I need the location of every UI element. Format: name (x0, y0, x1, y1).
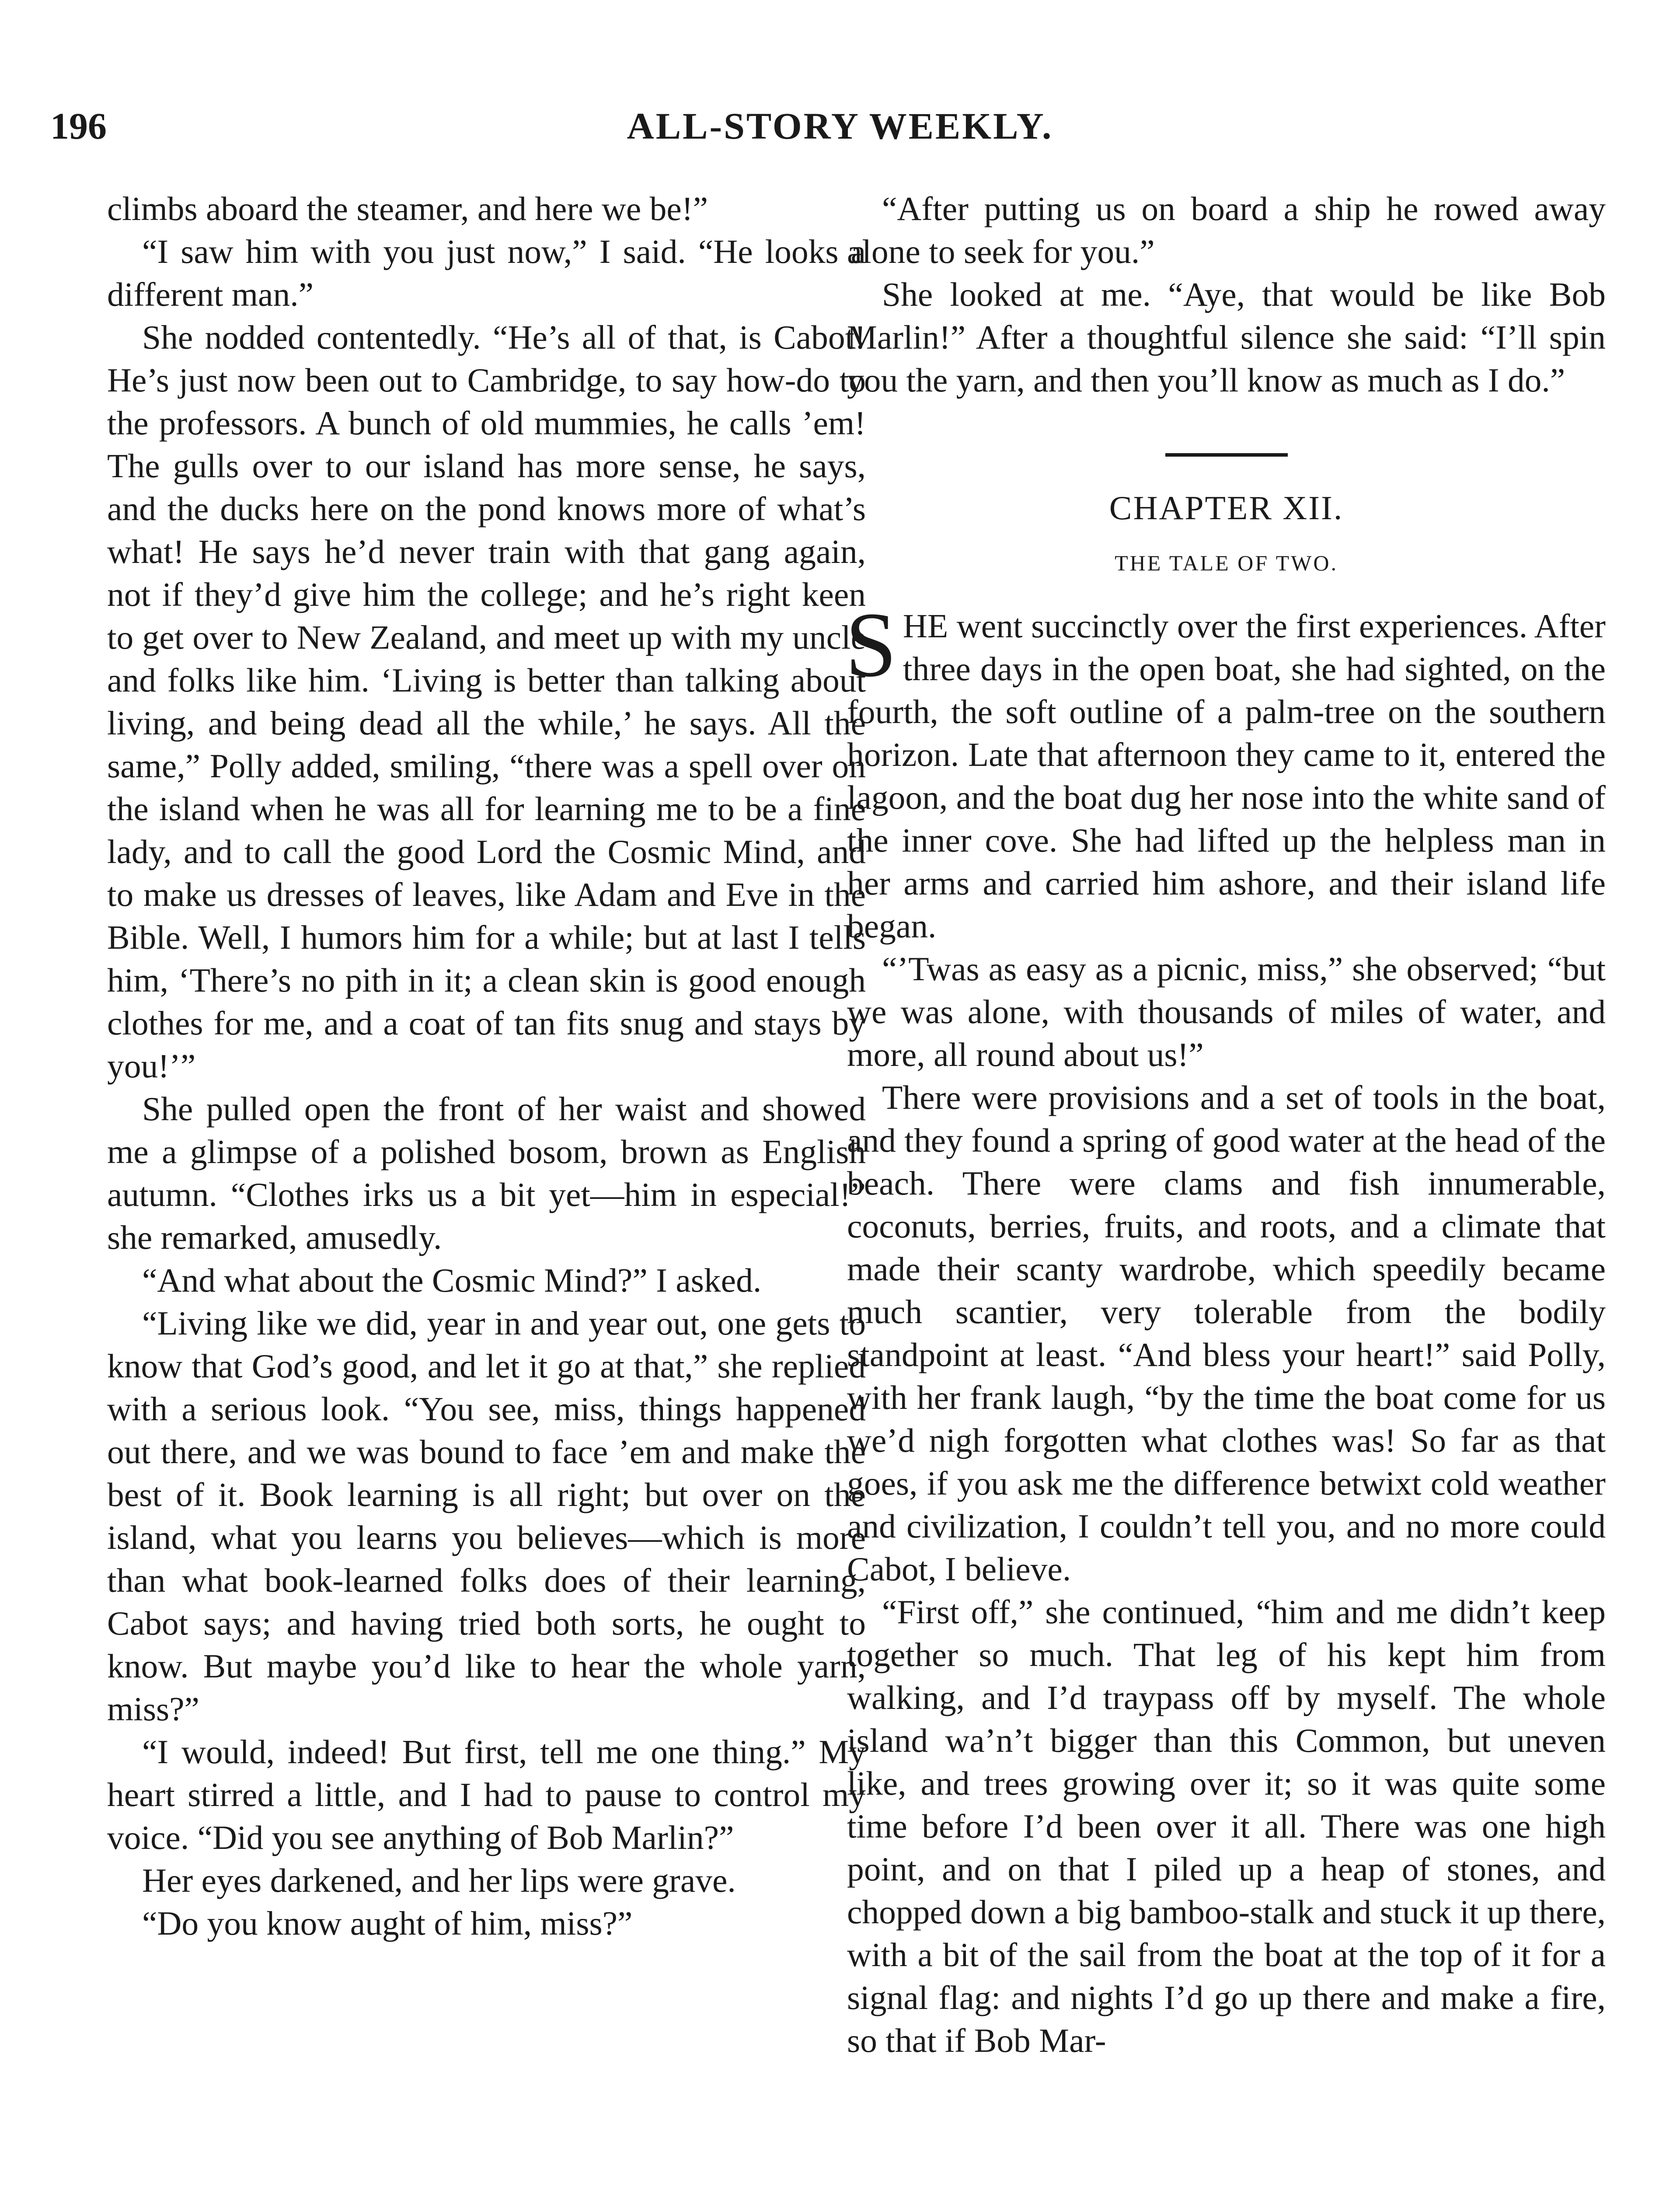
paragraph: She nodded contentedly. “He’s all of that, is Cabot! He’s just now been out to Cambridge, to say how-do to the professors. A bunch of old mummies, he calls ’em! The gulls over to our island has more sense, he says, and the ducks here on the pond knows more of what’s what! He says he’d never train with that gang again, not if they’d give him the college; and he’s right keen to get over to New Zealand, and meet up with my uncle and folks like him. ‘Living is better than talking about living, and being dead all the while,’ he says. All the same,” Polly added, smiling, “there was a spell over on the island when he was all for learning me to be a fine lady, and to call the good Lord the Cosmic Mind, and to make us dresses of leaves, like Adam and Eve in the Bible. Well, I humors him for a while; but at last I tells him, ‘There’s no pith in it; a clean skin is good enough clothes for me, and a coat of tan fits snug and stays by you!’” (107, 318, 866, 1085)
right-column (847, 187, 1606, 2062)
paragraph: There were provisions and a set of tools in the boat, and they found a spring of good water at the head of the beach. There were clams and fish innumerable, coconuts, berries, fruits, and roots, and a climate that made their scanty wardrobe, which speedily became much scantier, very tolerable from the bodily standpoint at least. “And bless your heart!” said Polly, with her frank laugh, “by the time the boat come for us we’d nigh forgotten what clothes was! So far as that goes, if you ask me the difference betwixt cold weather and civilization, I couldn’t tell you, and no more could Cabot, I believe. (847, 1079, 1606, 1588)
paragraph: Her eyes darkened, and her lips were grave. (142, 1862, 736, 1899)
paragraph: “And what about the Cosmic Mind?” I asked. (142, 1261, 762, 1299)
paragraph: “Do you know aught of him, miss?” (142, 1904, 633, 1942)
paragraph: “Living like we did, year in and year out, one gets to know that God’s good, and let it go at that,” she replied with a serious look. “You see, miss, things happened out there, and we was bound to face ’em and make the best of it. Book learning is all right; but over on the island, what you learns you believes—which is more than what book-learned folks does of their learning, Cabot says; and having tried both sorts, he ought to know. But maybe you’d like to hear the whole yarn, miss?” (107, 1304, 866, 1728)
running-head: ALL-STORY WEEKLY. (627, 105, 1053, 147)
paragraph: She looked at me. “Aye, that would be like Bob Marlin!” After a thoughtful silence she said: “I’ll spin you the yarn, and then you’ll know as much as I do.” (847, 276, 1606, 399)
paragraph: She pulled open the front of her waist and showed me a glimpse of a polished bosom, brown as English autumn. “Clothes irks us a bit yet—him in especial!” she remarked, amusedly. (107, 1090, 866, 1256)
chapter-subtitle: THE TALE OF TWO. (1115, 551, 1338, 575)
paragraph: “I would, indeed! But first, tell me one thing.” My heart stirred a little, and I had to pause to control my voice. “Did you see anything of Bob Marlin?” (107, 1733, 866, 1856)
drop-cap: S (845, 593, 897, 696)
opening-text: HE went succinctly over the first experiences. After three days in the open boat, she had sighted, on the fourth, the soft outline of a palm-tree on the southern horizon. Late that afternoon they came to it, entered the lagoon, and the boat dug her nose into the white sand of the inner cove. She had lifted up the helpless man in her arms and carried him ashore, and their island life began. (847, 607, 1606, 945)
section-divider (1165, 453, 1288, 457)
paragraph: “I saw him with you just now,” I said. “He looks a different man.” (107, 233, 866, 313)
paragraph: “’Twas as easy as a picnic, miss,” she observed; “but we was alone, with thousands of miles of water, and more, all round about us!” (847, 950, 1606, 1073)
paragraph: climbs aboard the steamer, and here we be!” (107, 190, 708, 227)
page-number: 196 (50, 105, 107, 147)
paragraph: “After putting us on board a ship he rowed away alone to seek for you.” (847, 190, 1606, 270)
left-column (107, 187, 866, 1945)
chapter-title: CHAPTER XII. (1109, 489, 1344, 527)
opening-paragraph (845, 593, 1606, 947)
paragraph: “First off,” she continued, “him and me didn’t keep together so much. That leg of his kept him from walking, and I’d traypass off by myself. The whole island wa’n’t bigger than this Common, but uneven like, and trees growing over it; so it was quite some time before I’d been over it all. There was one high point, and on that I piled up a heap of stones, and chopped down a big bamboo-stalk and stuck it up there, with a bit of the sail from the boat at the top of it for a signal flag: and nights I’d go up there and make a fire, so that if Bob Mar- (847, 1593, 1606, 2059)
